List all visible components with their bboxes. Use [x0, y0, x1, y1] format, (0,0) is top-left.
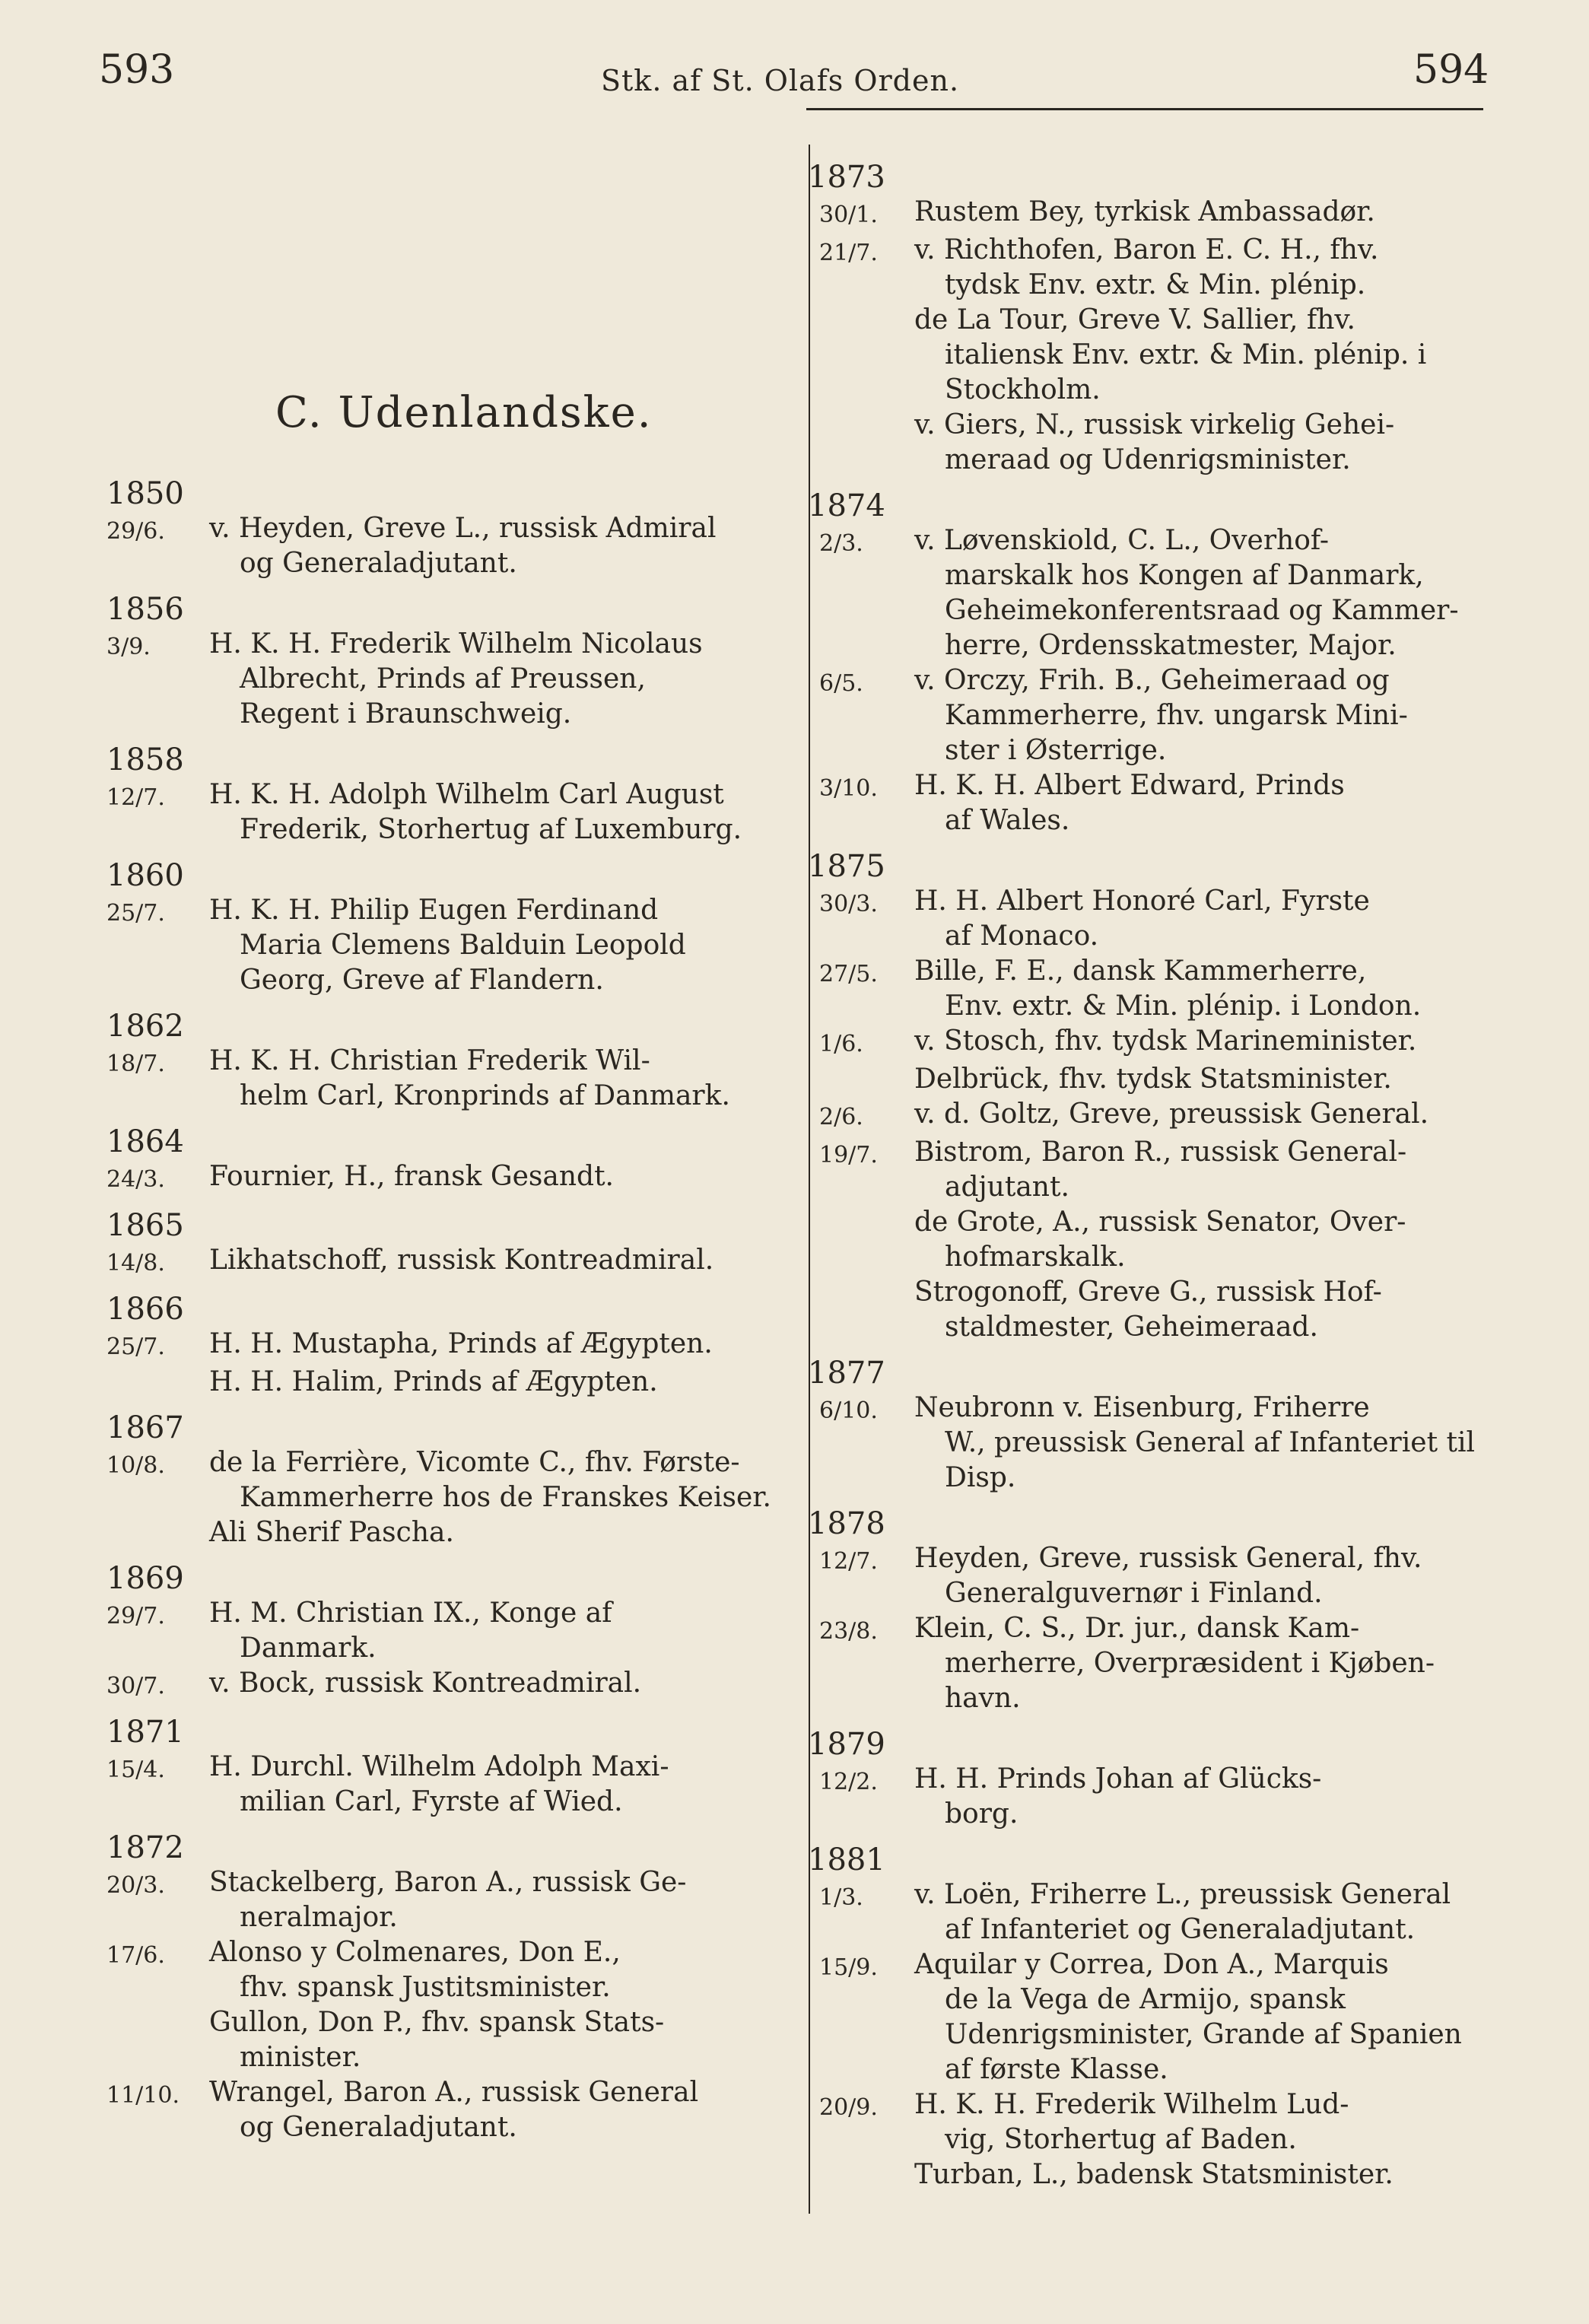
- entry-text: [914, 1762, 1496, 1832]
- entry-line: Bille, F. E., dansk Kammerherre,: [914, 955, 1367, 987]
- entry: [808, 1275, 1496, 1345]
- entry-date: 18/7.: [106, 1051, 165, 1077]
- entry-line: de La Tour, Greve V. Sallier, fhv.: [914, 304, 1355, 335]
- entry-line: v. Stosch, fhv. tydsk Marineminister.: [914, 1025, 1417, 1057]
- year-heading: 1879: [808, 1727, 885, 1762]
- entry-line: adjutant.: [945, 1172, 1069, 1203]
- entry-text: [209, 1044, 787, 1114]
- entry: [106, 1159, 787, 1197]
- entry-line: Env. extr. & Min. plénip. i London.: [945, 990, 1422, 1022]
- entry-text: [914, 954, 1496, 1024]
- entry-text: [209, 893, 787, 998]
- entry-line: Wrangel, Baron A., russisk General: [209, 2077, 699, 2108]
- entry-line: Rustem Bey, tyrkisk Ambassadør.: [914, 196, 1375, 227]
- year-heading: 1858: [106, 742, 184, 777]
- entry-line: hofmarskalk.: [945, 1241, 1126, 1273]
- entry-text: [914, 1611, 1496, 1716]
- entry-line: v. Richthofen, Baron E. C. H., fhv.: [914, 234, 1379, 265]
- entry-text: [914, 1062, 1496, 1097]
- entry: [808, 1877, 1496, 1947]
- entry: [808, 768, 1496, 838]
- entry-date: 15/9.: [819, 1954, 878, 1981]
- entry: [106, 1865, 787, 1935]
- entry-date: 30/7.: [106, 1673, 165, 1699]
- entry-line: Stockholm.: [945, 374, 1101, 405]
- entry-line: Kammerherre, fhv. ungarsk Mini-: [945, 700, 1408, 731]
- entry-text: [914, 1205, 1496, 1275]
- entry: [808, 1024, 1496, 1062]
- entry-line: af Wales.: [945, 805, 1070, 836]
- entry: [808, 1541, 1496, 1611]
- entry-line: ster i Østerrige.: [945, 735, 1167, 766]
- entry-line: italiensk Env. extr. & Min. plénip. i: [945, 339, 1427, 370]
- entry-line: H. M. Christian IX., Konge af: [209, 1598, 612, 1629]
- entry-line: Bistrom, Baron R., russisk General-: [914, 1137, 1407, 1168]
- entry: [106, 1750, 787, 1820]
- entry-text: [914, 408, 1496, 478]
- entry-line: og Generaladjutant.: [240, 548, 517, 579]
- entry-text: [209, 1515, 787, 1550]
- entry: [808, 2087, 1496, 2157]
- entry: [106, 511, 787, 581]
- entry: [808, 1205, 1496, 1275]
- right-column: [808, 149, 1496, 2192]
- year-heading: 1864: [106, 1124, 184, 1159]
- entry-line: v. Løvenskiold, C. L., Overhof-: [914, 525, 1330, 556]
- entry: [808, 1611, 1496, 1716]
- entry-line: Disp.: [945, 1462, 1016, 1493]
- entry-date: [808, 303, 914, 408]
- year-heading: 1874: [808, 488, 885, 523]
- entry-date: 12/7.: [106, 784, 165, 811]
- entry-line: Frederik, Storhertug af Luxemburg.: [240, 814, 742, 845]
- entry-line: tydsk Env. extr. & Min. plénip.: [945, 269, 1366, 300]
- entry-text: [914, 1391, 1496, 1496]
- entry-text: [914, 1024, 1496, 1062]
- entry-text: [914, 523, 1496, 663]
- header-rule: [806, 108, 1483, 110]
- entry: [106, 1596, 787, 1666]
- year-heading: 1865: [106, 1208, 184, 1243]
- entry-line: Udenrigsminister, Grande af Spanien: [945, 2019, 1462, 2050]
- entry-line: v. Orczy, Frih. B., Geheimeraad og: [914, 665, 1390, 696]
- entry-date: 6/10.: [819, 1397, 878, 1424]
- entry-text: [209, 1596, 787, 1666]
- entry-line: staldmester, Geheimeraad.: [945, 1311, 1318, 1343]
- entry-line: Alonso y Colmenares, Don E.,: [209, 1937, 621, 1968]
- entry-line: Geheimekonferentsraad og Kammer-: [945, 595, 1459, 626]
- entry-text: [209, 1750, 787, 1820]
- entry-date: 12/7.: [819, 1548, 878, 1575]
- entry-text: [914, 1135, 1496, 1205]
- entry-line: meraad og Udenrigsminister.: [945, 444, 1351, 475]
- entry-line: Danmark.: [240, 1633, 377, 1664]
- entry-line: vig, Storhertug af Baden.: [945, 2124, 1297, 2155]
- entry-line: v. Bock, russisk Kontreadmiral.: [209, 1667, 642, 1699]
- entry-line: W., preussisk General af Infanteriet til: [945, 1427, 1475, 1458]
- entry-line: H. Durchl. Wilhelm Adolph Maxi-: [209, 1751, 669, 1782]
- entry-line: Regent i Braunschweig.: [240, 698, 572, 730]
- entry-line: H. K. H. Philip Eugen Ferdinand: [209, 895, 659, 926]
- page-number-left: 593: [99, 47, 175, 93]
- entry-date: 20/9.: [819, 2094, 878, 2121]
- entry: [106, 1327, 787, 1365]
- entry-date: 19/7.: [819, 1142, 878, 1168]
- entry-date: 3/9.: [106, 634, 151, 660]
- entry: [808, 954, 1496, 1024]
- page-number-right: 594: [1413, 47, 1489, 93]
- entry: [808, 1391, 1496, 1496]
- entry-line: v. Loën, Friherre L., preussisk General: [914, 1879, 1451, 1910]
- entry-date: 12/2.: [819, 1769, 878, 1795]
- entry: [106, 627, 787, 732]
- entry-line: de Grote, A., russisk Senator, Over-: [914, 1207, 1406, 1238]
- entry-text: [914, 303, 1496, 408]
- entry-date: 1/6.: [819, 1031, 863, 1057]
- entry: [808, 1097, 1496, 1135]
- entry-line: H. H. Halim, Prinds af Ægypten.: [209, 1366, 658, 1397]
- entry-line: Klein, C. S., Dr. jur., dansk Kam-: [914, 1613, 1360, 1644]
- entry: [808, 1762, 1496, 1832]
- entry: [106, 1515, 787, 1550]
- entry-date: [106, 2005, 209, 2075]
- entry-line: af første Klasse.: [945, 2054, 1168, 2085]
- entry-line: Fournier, H., fransk Gesandt.: [209, 1161, 615, 1192]
- entry-line: Heyden, Greve, russisk General, fhv.: [914, 1543, 1422, 1574]
- entry-date: 2/6.: [819, 1104, 863, 1130]
- entry-text: [914, 1097, 1496, 1135]
- entry-date: 21/7.: [819, 240, 878, 266]
- year-heading: 1871: [106, 1715, 184, 1750]
- entry-text: [209, 1365, 787, 1400]
- entry-line: Aquilar y Correa, Don A., Marquis: [914, 1949, 1389, 1980]
- entry: [106, 777, 787, 847]
- entry-line: Strogonoff, Greve G., russisk Hof-: [914, 1276, 1382, 1308]
- entry: [106, 1445, 787, 1515]
- entry-date: 17/6.: [106, 1942, 165, 1969]
- entry: [106, 2005, 787, 2075]
- running-title: Stk. af St. Olafs Orden.: [601, 64, 960, 97]
- entry-text: [209, 1666, 787, 1704]
- entry-line: Ali Sherif Pascha.: [209, 1517, 454, 1548]
- entry-text: [914, 195, 1496, 233]
- year-heading: 1867: [106, 1410, 184, 1445]
- entry-line: Turban, L., badensk Statsminister.: [914, 2159, 1394, 2190]
- entry-text: [209, 777, 787, 847]
- entry-line: Albrecht, Prinds af Preussen,: [240, 663, 646, 695]
- entry-line: de la Vega de Armijo, spansk: [945, 1984, 1346, 2015]
- entry-line: borg.: [945, 1798, 1019, 1830]
- entry: [808, 1947, 1496, 2087]
- entry-line: neralmajor.: [240, 1902, 398, 1933]
- left-column: [106, 466, 787, 2145]
- year-heading: 1878: [808, 1506, 885, 1541]
- entry-line: Gullon, Don P., fhv. spansk Stats-: [209, 2007, 665, 2038]
- entry-line: Kammerherre hos de Franskes Keiser.: [240, 1482, 771, 1513]
- entry-line: Delbrück, fhv. tydsk Statsminister.: [914, 1063, 1392, 1095]
- entry-line: v. Heyden, Greve L., russisk Admiral: [209, 513, 717, 544]
- entry-line: Maria Clemens Balduin Leopold: [240, 930, 686, 961]
- entry-text: [209, 2005, 787, 2075]
- entry-line: milian Carl, Fyrste af Wied.: [240, 1786, 623, 1817]
- year-heading: 1869: [106, 1561, 184, 1596]
- entry-line: herre, Ordensskatmester, Major.: [945, 630, 1397, 661]
- entry-date: 25/7.: [106, 900, 165, 927]
- entry-date: 30/1.: [819, 202, 878, 228]
- year-heading: 1873: [808, 160, 885, 195]
- year-heading: 1850: [106, 476, 184, 511]
- entry-date: [808, 2157, 914, 2192]
- year-heading: 1866: [106, 1292, 184, 1327]
- entry-date: 15/4.: [106, 1757, 165, 1783]
- entry-text: [209, 627, 787, 732]
- entry-date: [808, 1062, 914, 1097]
- entry-line: marskalk hos Kongen af Danmark,: [945, 560, 1424, 591]
- entry-text: [914, 1541, 1496, 1611]
- entry: [808, 2157, 1496, 2192]
- entry: [106, 1365, 787, 1400]
- entry-line: minister.: [240, 2042, 361, 2073]
- year-heading: 1856: [106, 592, 184, 627]
- entry-date: 27/5.: [819, 961, 878, 987]
- entry-text: [209, 1445, 787, 1515]
- entry-date: 24/3.: [106, 1166, 165, 1193]
- entry-date: [106, 1515, 209, 1550]
- entry-text: [914, 663, 1496, 768]
- entry: [808, 408, 1496, 478]
- entry-line: fhv. spansk Justitsminister.: [240, 1972, 611, 2003]
- entry-text: [209, 2075, 787, 2145]
- entry-line: H. K. H. Adolph Wilhelm Carl August: [209, 779, 724, 810]
- entry-date: 3/10.: [819, 775, 878, 802]
- entry-text: [209, 1935, 787, 2005]
- entry: [106, 1243, 787, 1281]
- entry-date: [808, 408, 914, 478]
- entry: [808, 233, 1496, 303]
- entry: [808, 663, 1496, 768]
- entry-line: v. Giers, N., russisk virkelig Gehei-: [914, 409, 1395, 440]
- entry-text: [209, 511, 787, 581]
- entry-text: [209, 1243, 787, 1281]
- entry: [106, 1935, 787, 2005]
- entry-date: [106, 1365, 209, 1400]
- entry-date: 1/3.: [819, 1884, 863, 1911]
- entry-date: 23/8.: [819, 1618, 878, 1645]
- entry-text: [914, 1877, 1496, 1947]
- entry-text: [209, 1865, 787, 1935]
- entry-date: 29/6.: [106, 518, 165, 545]
- entry-text: [914, 884, 1496, 954]
- entry-text: [914, 2157, 1496, 2192]
- entry: [106, 2075, 787, 2145]
- entry-date: 10/8.: [106, 1452, 165, 1479]
- entry-line: Likhatschoff, russisk Kontreadmiral.: [209, 1245, 714, 1276]
- entry-text: [914, 768, 1496, 838]
- entry-line: H. K. H. Christian Frederik Wil-: [209, 1045, 650, 1076]
- entry-date: 6/5.: [819, 670, 863, 697]
- section-heading: C. Udenlandske.: [275, 388, 653, 437]
- entry-line: og Generaladjutant.: [240, 2112, 517, 2143]
- year-heading: 1862: [106, 1009, 184, 1044]
- entry-date: 30/3.: [819, 891, 878, 917]
- entry-date: 14/8.: [106, 1250, 165, 1276]
- entry-text: [209, 1327, 787, 1365]
- year-heading: 1881: [808, 1842, 885, 1877]
- year-heading: 1872: [106, 1830, 184, 1865]
- entry-line: Georg, Greve af Flandern.: [240, 965, 604, 996]
- entry-date: [808, 1205, 914, 1275]
- entry: [808, 1062, 1496, 1097]
- entry-line: merherre, Overpræsident i Kjøben-: [945, 1648, 1435, 1679]
- entry-line: de la Ferrière, Vicomte C., fhv. Første-: [209, 1447, 740, 1478]
- entry: [808, 303, 1496, 408]
- year-heading: 1877: [808, 1356, 885, 1391]
- entry-text: [914, 2087, 1496, 2157]
- entry: [808, 195, 1496, 233]
- entry-line: H. K. H. Albert Edward, Prinds: [914, 770, 1345, 801]
- entry-text: [209, 1159, 787, 1197]
- entry-line: v. d. Goltz, Greve, preussisk General.: [914, 1098, 1429, 1130]
- entry-text: [914, 233, 1496, 303]
- entry-text: [914, 1947, 1496, 2087]
- entry-line: H. K. H. Frederik Wilhelm Lud-: [914, 2089, 1349, 2120]
- entry-line: Generalguvernør i Finland.: [945, 1578, 1323, 1609]
- entry-date: 20/3.: [106, 1872, 165, 1899]
- entry-line: H. K. H. Frederik Wilhelm Nicolaus: [209, 628, 703, 660]
- entry: [106, 1044, 787, 1114]
- entry-line: H. H. Albert Honoré Carl, Fyrste: [914, 885, 1370, 917]
- entry-line: havn.: [945, 1683, 1021, 1714]
- entry-line: af Infanteriet og Generaladjutant.: [945, 1914, 1416, 1945]
- entry: [808, 523, 1496, 663]
- year-heading: 1875: [808, 849, 885, 884]
- entry-line: af Monaco.: [945, 920, 1099, 952]
- entry-date: 29/7.: [106, 1603, 165, 1629]
- entry-line: Neubronn v. Eisenburg, Friherre: [914, 1392, 1370, 1423]
- entry: [106, 1666, 787, 1704]
- entry: [808, 884, 1496, 954]
- entry-line: H. H. Prinds Johan af Glücks-: [914, 1763, 1322, 1795]
- entry-date: 2/3.: [819, 530, 863, 557]
- year-heading: 1860: [106, 858, 184, 893]
- entry-text: [914, 1275, 1496, 1345]
- entry: [106, 893, 787, 998]
- entry-date: 11/10.: [106, 2082, 180, 2109]
- entry-date: 25/7.: [106, 1334, 165, 1360]
- entry-line: H. H. Mustapha, Prinds af Ægypten.: [209, 1328, 713, 1359]
- entry-line: helm Carl, Kronprinds af Danmark.: [240, 1080, 730, 1111]
- entry-date: [808, 1275, 914, 1345]
- entry-line: Stackelberg, Baron A., russisk Ge-: [209, 1867, 687, 1898]
- entry: [808, 1135, 1496, 1205]
